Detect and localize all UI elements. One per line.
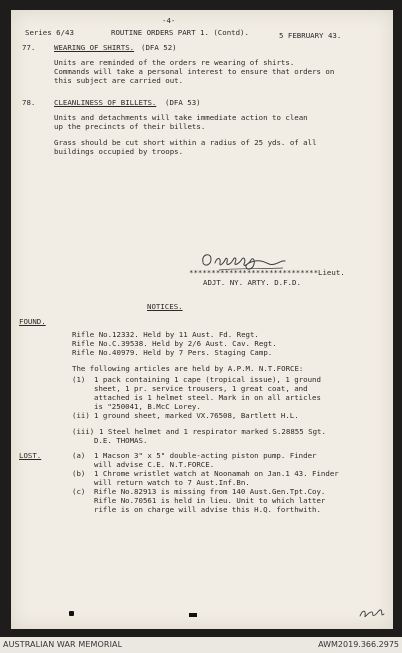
item-78-line: Units and detachments will take immediate action to clean — [54, 113, 308, 122]
item-77-line: this subject are carried out. — [54, 76, 184, 85]
document-title: ROUTINE ORDERS PART 1. (Contd). — [111, 28, 249, 37]
document-date: 5 FEBRUARY 43. — [279, 31, 342, 40]
found-item-line: attached is 1 helmet steel. Mark in on all articles — [94, 393, 321, 402]
lost-item-line: will return watch to 7 Aust.Inf.Bn. — [94, 478, 250, 487]
lost-item-line: Rifle No.82913 is missing from 140 Aust.Gen.Tpt.Coy. — [94, 487, 326, 496]
found-item-line: is "250041, B.McC Lorey. — [94, 402, 201, 411]
item-78-line: buildings occupied by troops. — [54, 147, 184, 156]
found-rifle: Rifle No.40979. Held by 7 Pers. Staging Camp. — [72, 348, 273, 357]
archive-footer — [0, 637, 402, 653]
found-item-line: D.E. THOMAS. — [94, 436, 148, 445]
handwritten-initials — [357, 606, 387, 620]
item-78-line: up the precincts of their billets. — [54, 122, 206, 131]
lost-item-line: Rifle No.70561 is held in lieu. Unit to which latter — [94, 496, 326, 505]
found-item-line: 1 ground sheet, marked VX.76508, Bartlett H.L. — [94, 411, 299, 420]
binding-hole-mark — [69, 611, 74, 616]
item-77-line: Units are reminded of the orders re wearing of shirts. — [54, 58, 295, 67]
item-78-heading: CLEANLINESS OF BILLETS. — [54, 98, 157, 107]
found-item-line: 1 Steel helmet and 1 respirator marked S.28855 Sgt. — [99, 427, 326, 436]
binding-hole-mark — [189, 613, 197, 617]
lost-item-line: will advise C.E. N.T.FORCE. — [94, 460, 215, 469]
item-77-line: Commands will take a personal interest to ensure that orders on — [54, 67, 335, 76]
found-item-number: (ii) — [72, 411, 90, 420]
lost-item-number: (b) — [72, 469, 86, 478]
item-78-line: Grass should be cut short within a radius of 25 yds. of all — [54, 138, 317, 147]
document-page — [11, 10, 393, 629]
notices-heading: NOTICES. — [147, 302, 183, 311]
archive-reference: AWM2019.366.2975 — [318, 640, 399, 649]
archive-name: AUSTRALIAN WAR MEMORIAL — [3, 640, 123, 649]
found-label: FOUND. — [19, 317, 46, 326]
item-78-number: 78. — [22, 98, 36, 107]
found-rifle: Rifle No.C.39538. Held by 2/6 Aust. Cav. Regt. — [72, 339, 277, 348]
found-item-number: (iii) — [72, 427, 95, 436]
lost-item-line: 1 Macson 3" x 5" double-acting piston pump. Finder — [94, 451, 317, 460]
lost-item-line: rifle is on charge will advise this H.Q. forthwith. — [94, 505, 321, 514]
found-rifle: Rifle No.12332. Held by 11 Aust. Fd. Regt. — [72, 330, 259, 339]
item-77-number: 77. — [22, 43, 36, 52]
series-number: Series 6/43 — [25, 28, 74, 37]
lost-item-number: (a) — [72, 451, 86, 460]
item-77-ref: (DFA 52) — [141, 43, 177, 52]
item-77-heading: WEARING OF SHIRTS. — [54, 43, 135, 52]
lost-label: LOST. — [19, 451, 42, 460]
item-78-ref: (DFA 53) — [165, 98, 201, 107]
found-apm-intro: The following articles are held by A.P.M. N.T.FORCE: — [72, 364, 304, 373]
found-item-number: (1) — [72, 375, 86, 384]
lost-item-number: (c) — [72, 487, 86, 496]
lost-item-line: 1 Chrome wristlet watch at Noonamah on Jan.1 43. Finder — [94, 469, 339, 478]
signature-appointment: ADJT. NY. ARTY. D.F.D. — [203, 278, 301, 287]
signature-line-lieut: *****************************Lieut. — [189, 268, 345, 277]
found-item-line: 1 pack containing 1 cape (tropical issue), 1 ground — [94, 375, 321, 384]
found-item-line: sheet, 1 pr. service trousers, 1 great coat, and — [94, 384, 308, 393]
page-marker: -4- — [162, 16, 176, 25]
